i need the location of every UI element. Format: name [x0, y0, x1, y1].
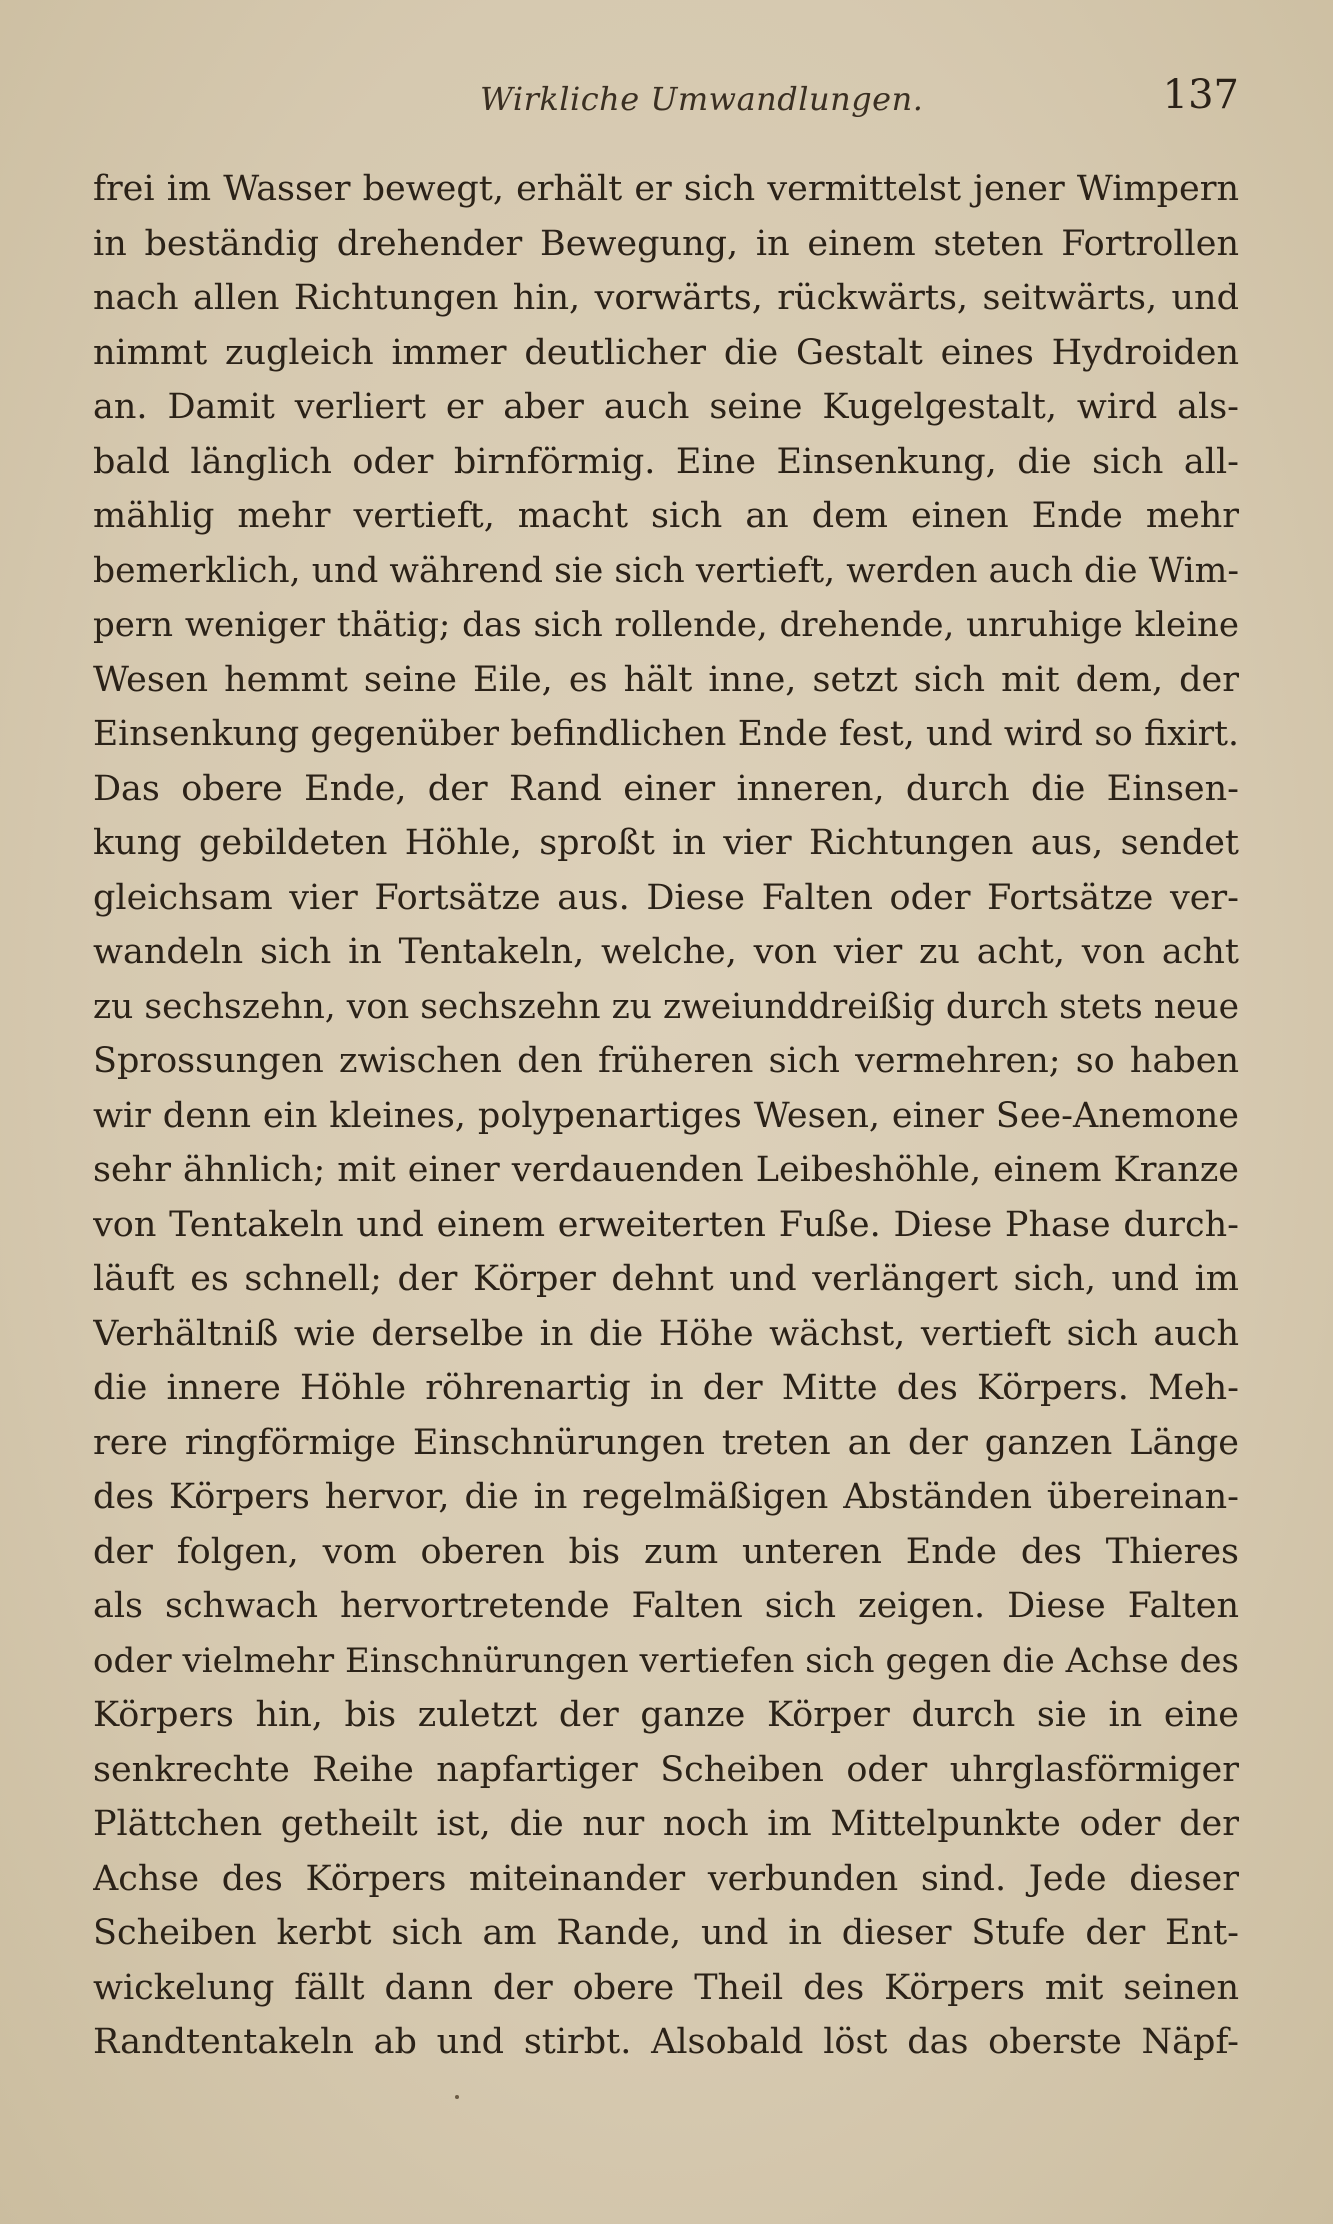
text-line: Sprossungen zwischen den früheren sich vermehren; so haben	[93, 1041, 1239, 1081]
text-line: der folgen, vom oberen bis zum unteren Ende des Thieres	[93, 1531, 1239, 1572]
text-line: läuft es schnell; der Körper dehnt und verlängert sich, und im	[93, 1259, 1239, 1299]
text-line: mählig mehr vertieft, macht sich an dem einen Ende mehr	[93, 496, 1239, 536]
running-head: Wirkliche Umwandlungen.	[480, 80, 924, 118]
text-line: an. Damit verliert er aber auch seine Kugelgestalt, wird als-	[93, 387, 1239, 427]
text-line: rere ringförmige Einschnürungen treten an der ganzen Länge	[93, 1422, 1239, 1463]
text-line: Einsenkung gegenüber befindlichen Ende fest, und wird so fixirt.	[93, 714, 1239, 754]
body-text	[93, 162, 1239, 2070]
text-line: von Tentakeln und einem erweiterten Fuße. Diese Phase durch-	[93, 1204, 1239, 1245]
text-line: zu sechszehn, von sechszehn zu zweiunddreißig durch stets neue	[93, 986, 1239, 1027]
text-line: nimmt zugleich immer deutlicher die Gestalt eines Hydroiden	[93, 332, 1239, 373]
text-line: wickelung fällt dann der obere Theil des Körpers mit seinen	[93, 1967, 1239, 2008]
text-line: wandeln sich in Tentakeln, welche, von vier zu acht, von acht	[93, 932, 1239, 972]
text-line: kung gebildeten Höhle, sproßt in vier Richtungen aus, sendet	[93, 823, 1239, 863]
text-line: oder vielmehr Einschnürungen vertiefen sich gegen die Achse des	[93, 1640, 1239, 1681]
text-line: wir denn ein kleines, polypenartiges Wesen, einer See-Anemone	[93, 1095, 1239, 1136]
text-line: als schwach hervortretende Falten sich zeigen. Diese Falten	[93, 1586, 1239, 1626]
text-line: Verhältniß wie derselbe in die Höhe wächst, vertieft sich auch	[93, 1313, 1239, 1354]
text-line: pern weniger thätig; das sich rollende, drehende, unruhige kleine	[93, 605, 1239, 645]
text-line: Achse des Körpers miteinander verbunden sind. Jede dieser	[93, 1858, 1239, 1899]
paper-speck	[455, 2095, 459, 2099]
text-line: Plättchen getheilt ist, die nur noch im Mittelpunkte oder der	[93, 1804, 1239, 1844]
text-line: bald länglich oder birnförmig. Eine Einsenkung, die sich all-	[93, 441, 1239, 482]
text-line: nach allen Richtungen hin, vorwärts, rückwärts, seitwärts, und	[93, 278, 1239, 318]
text-line: bemerklich, und während sie sich vertieft, werden auch die Wim-	[93, 550, 1239, 591]
page-number: 137	[1162, 72, 1239, 118]
text-line: sehr ähnlich; mit einer verdauenden Leibeshöhle, einem Kranze	[93, 1150, 1239, 1190]
text-line: Wesen hemmt seine Eile, es hält inne, setzt sich mit dem, der	[93, 659, 1239, 700]
text-line: Scheiben kerbt sich am Rande, und in dieser Stufe der Ent-	[93, 1913, 1239, 1953]
text-line: Randtentakeln ab und stirbt. Alsobald löst das oberste Näpf-	[93, 2022, 1239, 2062]
page-header	[93, 72, 1239, 132]
text-line: die innere Höhle röhrenartig in der Mitte des Körpers. Meh-	[93, 1368, 1239, 1408]
text-line: Körpers hin, bis zuletzt der ganze Körper durch sie in eine	[93, 1695, 1239, 1735]
text-line: frei im Wasser bewegt, erhält er sich vermittelst jener Wimpern	[93, 169, 1239, 209]
text-line: Das obere Ende, der Rand einer inneren, durch die Einsen-	[93, 768, 1239, 809]
text-line: des Körpers hervor, die in regelmäßigen Abständen übereinan-	[93, 1477, 1239, 1517]
text-line: in beständig drehender Bewegung, in einem steten Fortrollen	[93, 223, 1239, 264]
text-line: gleichsam vier Fortsätze aus. Diese Falten oder Fortsätze ver-	[93, 877, 1239, 918]
text-line: senkrechte Reihe napfartiger Scheiben oder uhrglasförmiger	[93, 1749, 1239, 1790]
